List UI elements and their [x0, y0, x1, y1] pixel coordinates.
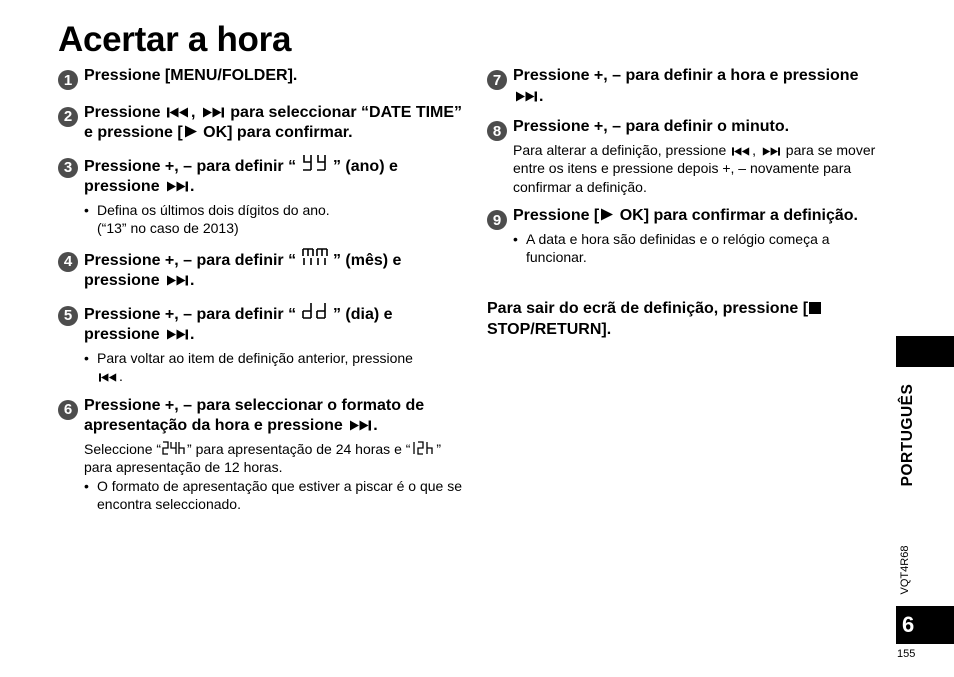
step-7-text-b: .	[539, 87, 544, 105]
step-9-text-b: OK] para confirmar a definição.	[615, 207, 858, 224]
step-3-text-c: .	[190, 178, 195, 195]
step-8-body-c: para se mover entre os itens e pressione depois +, – novamente para confirmar a definição.	[513, 141, 876, 195]
skip-forward-icon	[165, 275, 189, 286]
step-5-text-c: .	[190, 326, 195, 343]
skip-back-icon	[166, 107, 190, 118]
step-number-1: 1	[58, 70, 78, 90]
step-4-text-c: .	[190, 272, 195, 289]
skip-back-icon	[731, 147, 751, 156]
stop-icon	[809, 302, 821, 314]
step-3-text-b: ” (ano) e pressione	[84, 157, 398, 195]
12h-display-icon	[411, 441, 435, 455]
skip-forward-icon	[761, 147, 781, 156]
step-4	[58, 248, 468, 292]
step-5	[58, 302, 468, 386]
language-text: PORTUGUÊS	[899, 383, 916, 487]
step-4-text-b: ” (mês) e pressione	[84, 251, 402, 289]
step-3-text-a: Pressione +, – para definir “	[84, 157, 301, 175]
step-6-body-c: ” para apresentação de 12 horas.	[84, 440, 442, 475]
play-icon	[600, 208, 614, 221]
step-2-text-b: ,	[190, 103, 200, 121]
step-2-text-c: para seleccionar “DATE TIME” e pressione [	[84, 103, 463, 141]
step-6-text-b: .	[373, 417, 378, 434]
skip-forward-icon	[165, 329, 189, 340]
step-number-8: 8	[487, 121, 507, 141]
step-number-6: 6	[58, 400, 78, 420]
language-tab-marker	[896, 336, 954, 367]
step-number-2: 2	[58, 107, 78, 127]
play-icon	[184, 125, 198, 138]
section-page-tab: 6	[896, 606, 954, 644]
step-3-note-line1: Defina os últimos dois dígitos do ano.	[97, 201, 330, 218]
step-8	[487, 117, 882, 196]
step-8-body-a: Para alterar a definição, pressione	[513, 141, 731, 158]
page-title: Acertar a hora	[58, 20, 292, 59]
year-display-icon	[302, 154, 328, 172]
step-7-text-a: Pressione +, – para definir a hora e pressione	[513, 67, 859, 84]
step-8-heading: Pressione +, – para definir o minuto.	[513, 118, 790, 135]
step-8-body-b: ,	[752, 141, 760, 158]
steps-right-column	[487, 66, 882, 277]
step-number-5: 5	[58, 306, 78, 326]
step-9-note-text: A data e hora são definidas e o relógio começa a funcionar.	[526, 230, 830, 265]
step-5-text-b: ” (dia) e pressione	[84, 305, 393, 343]
step-2	[58, 103, 468, 144]
step-3	[58, 154, 468, 238]
exit-instruction-a: Para sair do ecrã de definição, pressione [	[487, 300, 809, 317]
exit-instruction	[487, 298, 882, 340]
skip-forward-icon	[514, 91, 538, 102]
step-4-text-a: Pressione +, – para definir “	[84, 251, 301, 269]
step-9-note	[513, 230, 882, 267]
step-6-body	[84, 440, 468, 477]
step-1	[58, 66, 468, 87]
skip-forward-icon	[201, 107, 225, 118]
step-number-3: 3	[58, 158, 78, 178]
step-5-text-a: Pressione +, – para definir “	[84, 305, 301, 323]
step-number-4: 4	[58, 252, 78, 272]
language-label	[896, 370, 920, 500]
step-6-note-text: O formato de apresentação que estiver a piscar é o que se encontra seleccionado.	[97, 477, 462, 512]
exit-instruction-b: STOP/RETURN].	[487, 321, 612, 338]
step-5-note-text: Para voltar ao item de definição anterior, pressione	[97, 349, 413, 366]
step-2-text-d: OK] para confirmar.	[198, 124, 353, 141]
step-6-note	[84, 477, 468, 514]
document-code-text: VQT4R68	[899, 545, 911, 595]
step-1-heading: Pressione [MENU/FOLDER].	[84, 67, 298, 84]
step-9-text-a: Pressione [	[513, 207, 600, 224]
step-number-9: 9	[487, 210, 507, 230]
step-5-note-end: .	[119, 368, 123, 384]
month-display-icon	[302, 248, 328, 266]
step-6-text-a: Pressione +, – para seleccionar o formato de apresentação da hora e pressione	[84, 396, 425, 434]
step-2-text-a: Pressione	[84, 103, 165, 121]
steps-left-column	[58, 66, 468, 524]
24h-display-icon	[162, 441, 186, 455]
step-6-body-a: Seleccione “	[84, 440, 162, 457]
day-display-icon	[302, 302, 328, 320]
skip-forward-icon	[348, 420, 372, 431]
step-number-7: 7	[487, 70, 507, 90]
step-6-body-b: ” para apresentação de 24 horas e “	[187, 440, 411, 457]
step-5-note	[84, 349, 468, 386]
step-9	[487, 206, 882, 267]
skip-back-icon	[98, 373, 118, 382]
step-3-note-line2: (“13” no caso de 2013)	[97, 220, 239, 236]
page-number: 155	[897, 648, 916, 660]
step-8-body	[513, 141, 882, 197]
step-6	[58, 396, 468, 514]
step-7	[487, 66, 882, 107]
document-code	[896, 535, 914, 605]
skip-forward-icon	[165, 181, 189, 192]
step-3-note	[84, 201, 468, 238]
